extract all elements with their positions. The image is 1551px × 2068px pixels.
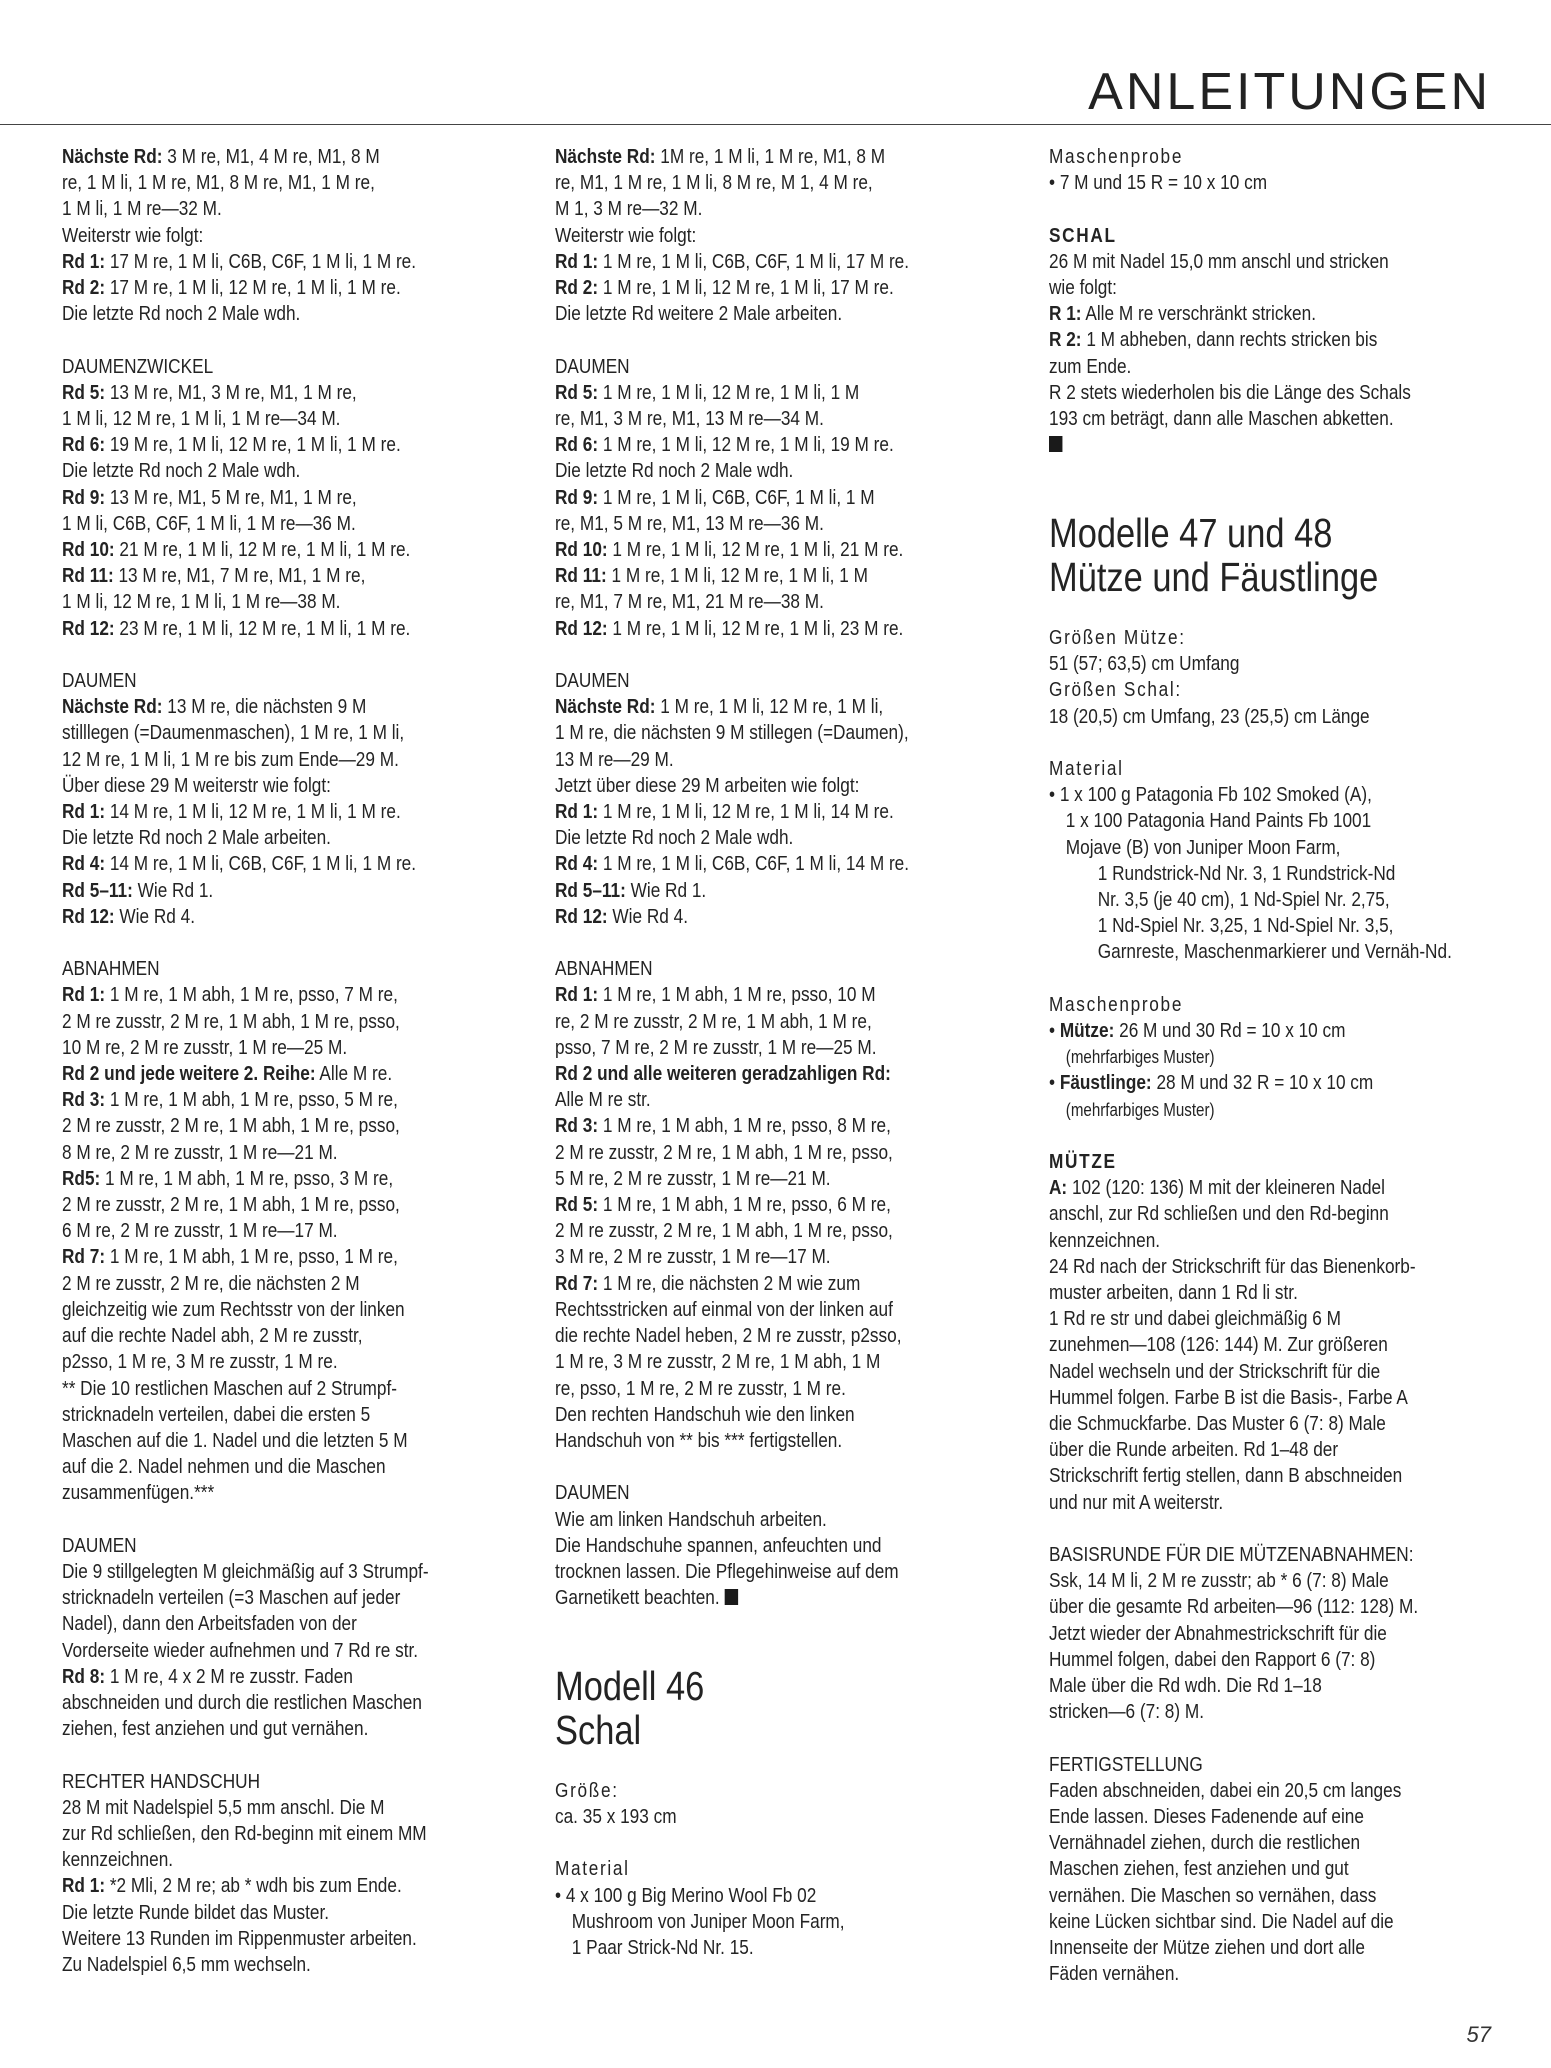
section-heading: DAUMENZWICKEL [62,354,214,378]
column-left [62,144,429,1978]
text-line: Rd5: 1 M re, 1 M abh, 1 M re, psso, 3 M re, [62,1166,394,1190]
text-line: Rd 10: 1 M re, 1 M li, 12 M re, 1 M li, 21 M re. [555,538,904,562]
text-line: kennzeichnen. [62,1848,174,1872]
text-line: und nur mit A weiterstr. [1049,1490,1224,1514]
end-square-icon [724,1589,737,1605]
text-line: 2 M re zusstr, 2 M re, 1 M abh, 1 M re, psso, [62,1114,400,1138]
text-line: Ssk, 14 M li, 2 M re zusstr; ab * 6 (7: 8) Male [1049,1569,1389,1593]
text-line: p2sso, 1 M re, 3 M re zusstr, 1 M re. [62,1350,338,1374]
text-line: Rd 5–11: Wie Rd 1. [555,878,707,902]
text-line: 51 (57; 63,5) cm Umfang [1049,652,1240,676]
text-line: Rd 1: 1 M re, 1 M abh, 1 M re, psso, 7 M re, [62,983,398,1007]
text-line: • 7 M und 15 R = 10 x 10 cm [1049,171,1268,195]
text-line: 2 M re zusstr, 2 M re, 1 M abh, 1 M re, psso, [555,1219,893,1243]
text-line: re, M1, 3 M re, M1, 13 M re—34 M. [555,407,824,431]
text-line: Die letzte Rd weitere 2 Male arbeiten. [555,302,843,326]
text-line: Faden abschneiden, dabei ein 20,5 cm langes [1049,1778,1402,1802]
text-line: ** Die 10 restlichen Maschen auf 2 Strumpf- [62,1376,398,1400]
text-line: Maschen auf die 1. Nadel und die letzten 5 M [62,1428,408,1452]
section-heading: ABNAHMEN [62,957,160,981]
text-line: Mojave (B) von Juniper Moon Farm, [1065,835,1341,859]
text-line: stricken—6 (7: 8) M. [1049,1700,1205,1724]
text-line: Die 9 stillgelegten M gleichmäßig auf 3 Strumpf- [62,1559,429,1583]
text-line: Hummel folgen. Farbe B ist die Basis-, Farbe A [1049,1385,1408,1409]
text-line: R 1: Alle M re verschränkt stricken. [1049,302,1317,326]
text-line: Rd 3: 1 M re, 1 M abh, 1 M re, psso, 8 M re, [555,1114,891,1138]
text-line: psso, 7 M re, 2 M re zusstr, 1 M re—25 M. [555,1035,877,1059]
subheading: Material [1049,756,1124,780]
text-line: Ende lassen. Dieses Fadenende auf eine [1049,1805,1364,1829]
model-title: Modell 46 [555,1662,705,1709]
text-line: Rd 4: 14 M re, 1 M li, C6B, C6F, 1 M li, 1 M re. [62,852,417,876]
text-line: Strickschrift fertig stellen, dann B abschneiden [1049,1464,1403,1488]
text-line: stricknadeln verteilen, dabei die ersten 5 [62,1402,371,1426]
text-line: Rd 7: 1 M re, die nächsten 2 M wie zum [555,1271,861,1295]
text-line: die Schmuckfarbe. Das Muster 6 (7: 8) Male [1049,1412,1386,1436]
text-line: zusammenfügen.*** [62,1481,215,1505]
text-line: Rd 12: 23 M re, 1 M li, 12 M re, 1 M li, 1 M re. [62,616,411,640]
end-square-icon [1049,436,1062,452]
text-line: Male über die Rd wdh. Die Rd 1–18 [1049,1674,1322,1698]
section-heading: MÜTZE [1049,1150,1117,1173]
text-line: 1 Rundstrick-Nd Nr. 3, 1 Rundstrick-Nd [1097,861,1396,885]
text-line: re, M1, 1 M re, 1 M li, 8 M re, M 1, 4 M re, [555,171,873,195]
section-heading: DAUMEN [555,354,630,378]
text-line: 1 Paar Strick-Nd Nr. 15. [571,1936,754,1960]
section-heading: DAUMEN [555,1481,630,1505]
text-line: R 2 stets wiederholen bis die Länge des Schals [1049,380,1411,404]
text-line: Rd 4: 1 M re, 1 M li, C6B, C6F, 1 M li, 14 M re. [555,852,910,876]
text-line: Vernähnadel ziehen, durch die restlichen [1049,1831,1361,1855]
text-line: keine Lücken sichtbar sind. Die Nadel auf die [1049,1909,1394,1933]
section-heading: ABNAHMEN [555,957,653,981]
text-line: Nr. 3,5 (je 40 cm), 1 Nd-Spiel Nr. 2,75, [1097,888,1390,911]
text-line: Nächste Rd: 1 M re, 1 M li, 12 M re, 1 M li, [555,695,884,719]
text-line: zum Ende. [1049,354,1132,378]
section-heading: RECHTER HANDSCHUH [62,1769,261,1793]
text-line: Rd 5–11: Wie Rd 1. [62,878,214,902]
text-line: Jetzt über diese 29 M arbeiten wie folgt: [555,773,860,797]
text-line: 2 M re zusstr, 2 M re, 1 M abh, 1 M re, psso, [555,1140,893,1164]
text-line: Rd 5: 1 M re, 1 M abh, 1 M re, psso, 6 M re, [555,1193,891,1217]
text-line: re, 2 M re zusstr, 2 M re, 1 M abh, 1 M re, [555,1009,872,1033]
subheading: Größe: [555,1778,619,1802]
text-line: muster arbeiten, dann 1 Rd li str. [1049,1281,1298,1305]
text-line: Rd 6: 1 M re, 1 M li, 12 M re, 1 M li, 19 M re. [555,433,894,457]
text-line: R 2: 1 M abheben, dann rechts stricken bis [1049,328,1378,352]
text-line: Die letzte Runde bildet das Muster. [62,1900,330,1924]
text-line: Vorderseite wieder aufnehmen und 7 Rd re str. [62,1638,419,1662]
text-line: 5 M re, 2 M re zusstr, 1 M re—21 M. [555,1166,831,1190]
text-line: Alle M re str. [555,1088,651,1112]
text-line: • 4 x 100 g Big Merino Wool Fb 02 [555,1883,817,1907]
subheading: Maschenprobe [1049,145,1184,168]
text-line: Garnreste, Maschenmarkierer und Vernäh-Nd. [1097,940,1452,964]
text-line: A: 102 (120: 136) M mit der kleineren Nadel [1049,1176,1385,1200]
section-heading: DAUMEN [62,669,137,693]
text-line: Nächste Rd: 3 M re, M1, 4 M re, M1, 8 M [62,145,380,168]
text-line: • 1 x 100 g Patagonia Fb 102 Smoked (A), [1049,783,1372,807]
text-line: re, 1 M li, 1 M re, M1, 8 M re, M1, 1 M re, [62,171,375,195]
subheading: Größen Mütze: [1049,625,1186,649]
text-line: Weiterstr wie folgt: [555,223,697,247]
text-line: Die letzte Rd noch 2 Male wdh. [62,459,301,483]
text-line: Rd 2: 1 M re, 1 M li, 12 M re, 1 M li, 17 M re. [555,276,894,300]
subheading: Maschenprobe [1049,992,1184,1016]
text-line: Handschuh von ** bis *** fertigstellen. [555,1428,843,1452]
text-line: 1 x 100 Patagonia Hand Paints Fb 1001 [1065,809,1372,833]
text-line: 8 M re, 2 M re zusstr, 1 M re—21 M. [62,1140,338,1164]
text-line: Rd 1: *2 Mli, 2 M re; ab * wdh bis zum Ende. [62,1874,402,1898]
text-line: • Fäustlinge: 28 M und 32 R = 10 x 10 cm [1049,1071,1374,1095]
text-line: Rd 9: 13 M re, M1, 5 M re, M1, 1 M re, [62,485,357,509]
text-line: die rechte Nadel heben, 2 M re zusstr, p2sso, [555,1324,902,1348]
page-number: 57 [1466,2022,1491,2047]
subheading: Material [555,1857,630,1881]
text-line: 1 M li, C6B, C6F, 1 M li, 1 M re—36 M. [62,511,356,535]
text-line: Rd 9: 1 M re, 1 M li, C6B, C6F, 1 M li, 1 M [555,485,875,509]
text-line: Rd 5: 1 M re, 1 M li, 12 M re, 1 M li, 1 M [555,380,860,404]
text-line: 1 Rd re str und dabei gleichmäßig 6 M [1049,1307,1341,1331]
text-line: Die letzte Rd noch 2 Male wdh. [555,459,794,483]
text-line: Mushroom von Juniper Moon Farm, [571,1909,845,1933]
text-line: Über diese 29 M weiterstr wie folgt: [62,773,331,797]
text-line: anschl, zur Rd schließen und den Rd-beginn [1049,1202,1389,1226]
text-line: Rd 3: 1 M re, 1 M abh, 1 M re, psso, 5 M re, [62,1088,398,1112]
section-heading: BASISRUNDE FÜR DIE MÜTZENABNAHMEN: [1049,1543,1414,1567]
text-line: Die letzte Rd noch 2 Male arbeiten. [62,826,331,850]
text-line: Rd 5: 13 M re, M1, 3 M re, M1, 1 M re, [62,380,357,404]
text-line: Zu Nadelspiel 6,5 mm wechseln. [62,1952,311,1976]
column-right [1049,144,1452,1987]
text-line: Rd 2 und jede weitere 2. Reihe: Alle M re. [62,1062,393,1086]
header-divider [0,124,1551,125]
text-line: 1 Nd-Spiel Nr. 3,25, 1 Nd-Spiel Nr. 3,5, [1097,914,1394,938]
text-line: trocknen lassen. Die Pflegehinweise auf dem [555,1559,899,1583]
text-line: zunehmen—108 (126: 144) M. Zur größeren [1049,1333,1388,1357]
text-line: Den rechten Handschuh wie den linken [555,1402,855,1426]
text-line: 28 M mit Nadelspiel 5,5 mm anschl. Die M [62,1795,385,1819]
text-line: 24 Rd nach der Strickschrift für das Bienenkorb- [1049,1254,1416,1278]
text-line: kennzeichnen. [1049,1228,1161,1252]
text-line: 1 M re, 3 M re zusstr, 2 M re, 1 M abh, 1 M [555,1350,881,1374]
text-line: Rd 6: 19 M re, 1 M li, 12 M re, 1 M li, 1 M re. [62,433,401,457]
text-line: ziehen, fest anziehen und gut vernähen. [62,1717,369,1741]
text-line: re, M1, 5 M re, M1, 13 M re—36 M. [555,511,824,535]
text-line: (mehrfarbiges Muster) [1065,1047,1215,1068]
text-line: Rechtsstricken auf einmal von der linken auf [555,1297,893,1321]
text-line: 1 M li, 12 M re, 1 M li, 1 M re—38 M. [62,590,341,614]
text-line: (mehrfarbiges Muster) [1065,1099,1215,1120]
text-line: Rd 1: 14 M re, 1 M li, 12 M re, 1 M li, 1 M re. [62,800,401,824]
text-line [1049,432,1452,458]
text-line: gleichzeitig wie zum Rechtsstr von der linken [62,1297,405,1321]
section-heading: SCHAL [1049,223,1117,247]
text-line: Rd 11: 1 M re, 1 M li, 12 M re, 1 M li, 1 M [555,564,868,588]
text-line: Weiterstr wie folgt: [62,223,204,247]
section-heading: FERTIGSTELLUNG [1049,1752,1203,1776]
text-line: Rd 12: Wie Rd 4. [62,904,196,928]
page-header-title: ANLEITUNGEN [1088,63,1491,121]
text-line: Wie am linken Handschuh arbeiten. [555,1507,827,1531]
text-line: Nächste Rd: 1M re, 1 M li, 1 M re, M1, 8 M [555,145,886,168]
text-line: 13 M re—29 M. [555,747,674,771]
text-line: Jetzt wieder der Abnahmestrickschrift für die [1049,1621,1387,1645]
text-line: Rd 1: 1 M re, 1 M abh, 1 M re, psso, 10 M [555,983,876,1007]
text-line: Rd 10: 21 M re, 1 M li, 12 M re, 1 M li, 1 M re. [62,538,411,562]
text-line: Rd 1: 17 M re, 1 M li, C6B, C6F, 1 M li, 1 M re. [62,249,417,273]
text-line: Die letzte Rd noch 2 Male wdh. [555,826,794,850]
text-line: stricknadeln verteilen (=3 Maschen auf jeder [62,1586,401,1610]
text-line: 193 cm beträgt, dann alle Maschen abketten. [1049,407,1394,431]
section-heading: DAUMEN [555,669,630,693]
text-line: Innenseite der Mütze ziehen und dort alle [1049,1936,1365,1960]
text-line: 6 M re, 2 M re zusstr, 1 M re—17 M. [62,1219,338,1243]
text-line: Rd 12: 1 M re, 1 M li, 12 M re, 1 M li, 23 M re. [555,616,904,640]
model-subtitle: Schal [555,1706,642,1753]
column-middle [555,144,909,1961]
text-line: re, M1, 7 M re, M1, 21 M re—38 M. [555,590,824,614]
text-line: vernähen. Die Maschen so vernähen, dass [1049,1883,1377,1907]
text-line: über die Runde arbeiten. Rd 1–48 der [1049,1438,1339,1462]
model-title: Modelle 47 und 48 [1049,509,1333,556]
text-line: • Mütze: 26 M und 30 Rd = 10 x 10 cm [1049,1019,1346,1042]
model-subtitle: Mütze und Fäustlinge [1049,553,1379,600]
text-line: Nächste Rd: 13 M re, die nächsten 9 M [62,695,367,719]
text-line: 10 M re, 2 M re zusstr, 1 M re—25 M. [62,1035,348,1059]
text-line: Fäden vernähen. [1049,1962,1180,1986]
text-line: Rd 2 und alle weiteren geradzahligen Rd: [555,1062,891,1086]
text-line: 1 M li, 12 M re, 1 M li, 1 M re—34 M. [62,407,341,431]
text-line: 2 M re zusstr, 2 M re, die nächsten 2 M [62,1271,360,1295]
text-line: auf die 2. Nadel nehmen und die Maschen [62,1455,386,1479]
text-line: Rd 1: 1 M re, 1 M li, 12 M re, 1 M li, 14 M re. [555,800,894,824]
text-line: zur Rd schließen, den Rd-beginn mit einem MM [62,1821,427,1845]
text-line: abschneiden und durch die restlichen Maschen [62,1690,422,1714]
text-line: Garnetikett beachten. [555,1585,909,1611]
text-line: 1 M re, die nächsten 9 M stillegen (=Daumen), [555,721,909,745]
section-heading: DAUMEN [62,1533,137,1557]
text-line: ca. 35 x 193 cm [555,1805,677,1829]
subheading: Größen Schal: [1049,678,1182,702]
text-line: Nadel), dann den Arbeitsfaden von der [62,1612,357,1636]
text-line: über die gesamte Rd arbeiten—96 (112: 128) M. [1049,1595,1419,1619]
text-line: Rd 1: 1 M re, 1 M li, C6B, C6F, 1 M li, 17 M re. [555,249,910,273]
text-line: wie folgt: [1049,276,1117,299]
text-line: auf die rechte Nadel abh, 2 M re zusstr, [62,1324,363,1348]
text-line: Rd 7: 1 M re, 1 M abh, 1 M re, psso, 1 M re, [62,1245,398,1269]
text-line: Rd 8: 1 M re, 4 x 2 M re zusstr. Faden [62,1664,353,1688]
text-line: Hummel folgen, dabei den Rapport 6 (7: 8) [1049,1647,1376,1671]
text-line: 3 M re, 2 M re zusstr, 1 M re—17 M. [555,1245,831,1269]
text-line: Weitere 13 Runden im Rippenmuster arbeiten. [62,1926,417,1950]
text-line: Rd 12: Wie Rd 4. [555,904,689,928]
text-line: Rd 11: 13 M re, M1, 7 M re, M1, 1 M re, [62,564,366,588]
text-line: Die Handschuhe spannen, anfeuchten und [555,1533,882,1557]
text-line: 18 (20,5) cm Umfang, 23 (25,5) cm Länge [1049,704,1370,728]
text-line: 1 M li, 1 M re—32 M. [62,197,222,221]
text-line: M 1, 3 M re—32 M. [555,197,703,221]
text-line: Die letzte Rd noch 2 Male wdh. [62,302,301,326]
text-line: Maschen ziehen, fest anziehen und gut [1049,1857,1349,1881]
text-line: re, psso, 1 M re, 2 M re zusstr, 1 M re. [555,1376,846,1400]
text-line: 2 M re zusstr, 2 M re, 1 M abh, 1 M re, psso, [62,1009,400,1033]
text-line: 2 M re zusstr, 2 M re, 1 M abh, 1 M re, psso, [62,1193,400,1217]
text-line: Nadel wechseln und der Strickschrift für die [1049,1359,1381,1383]
text-line: 12 M re, 1 M li, 1 M re bis zum Ende—29 M. [62,747,399,771]
text-line: Rd 2: 17 M re, 1 M li, 12 M re, 1 M li, 1 M re. [62,276,401,300]
text-line: stilllegen (=Daumenmaschen), 1 M re, 1 M li, [62,721,405,745]
text-line: 26 M mit Nadel 15,0 mm anschl und stricken [1049,249,1389,273]
